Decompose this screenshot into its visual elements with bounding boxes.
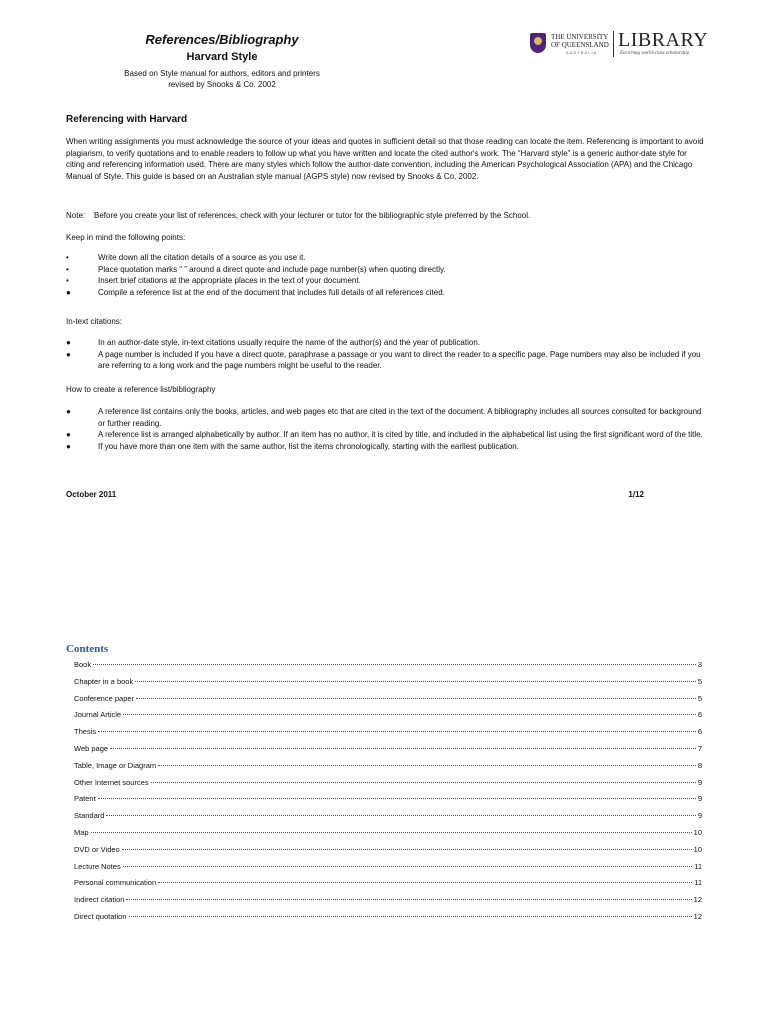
list-item	[66, 441, 706, 453]
intro-paragraph: When writing assignments you must acknowledge the source of your ideas and quotes in sufficient detail so that those reading can locate the item. Referencing is important to avoid plagiarism, to verify quotations and to enable readers to follow up what you have written and locate the cited author's work. The “Harvard style” is a generic author-date style for citing and referencing information used. There are many styles which follow the author-date convention, including the American Psychological Association (APA) and the Chicago Manual of Style. This guide is based on an Australian style manual (AGPS style) now revised by Snooks & Co, 2002.	[66, 137, 704, 181]
toc-entry[interactable]	[74, 710, 702, 727]
toc-label[interactable]: Journal Article	[74, 710, 122, 720]
toc-leader	[151, 782, 696, 783]
list-item	[66, 406, 706, 429]
toc-label[interactable]: Personal communication	[74, 878, 157, 888]
list-item-text: Insert brief citations at the appropriate places in the text of your document.	[98, 276, 361, 285]
uq-library-logo	[530, 29, 709, 61]
toc-entry[interactable]	[74, 845, 702, 862]
list-item-text: A page number is included if you have a direct quote, paraphrase a passage or you want to direct the reader to a specific page. Page numbers may also be included if you are referring to a long work and the page numbers might be useful to the reader.	[98, 349, 701, 370]
bullet-icon: ●	[66, 430, 71, 439]
list-item-text: A reference list contains only the books, articles, and web pages etc that are cited in the text of the document. A bibliography includes all sources consulted for background or further reading.	[98, 407, 702, 428]
footer-date: October 2011	[66, 490, 117, 499]
toc-page[interactable]: 9	[697, 811, 702, 821]
toc-entry[interactable]	[74, 828, 702, 845]
toc-page[interactable]: 5	[697, 693, 702, 703]
toc-page[interactable]: 11	[694, 861, 702, 871]
toc-leader	[158, 765, 696, 766]
uq-wordmark-line-2: OF QUEENSLAND	[551, 41, 609, 49]
page-footer	[66, 490, 644, 499]
reference-list-heading: How to create a reference list/bibliography	[66, 385, 216, 394]
toc-label[interactable]: Book	[74, 660, 92, 669]
based-on-line-2: revised by Snooks & Co. 2002	[168, 80, 276, 89]
list-item-text: In an author-date style, in-text citations usually require the name of the author(s) and the year of publication.	[98, 338, 480, 347]
toc-entry[interactable]	[74, 895, 702, 912]
toc-label[interactable]: Other Internet sources	[74, 777, 149, 787]
document-subtitle: Harvard Style	[186, 51, 258, 63]
toc-leader	[123, 866, 693, 867]
in-text-heading: In-text citations:	[66, 317, 123, 326]
in-text-list	[66, 337, 706, 372]
contents-heading: Contents	[66, 643, 109, 655]
toc-label[interactable]: Chapter in a book	[74, 676, 134, 686]
toc-entry[interactable]	[74, 727, 702, 744]
list-item	[66, 252, 706, 264]
uq-crest-icon	[530, 33, 546, 53]
list-item	[66, 349, 706, 372]
list-item	[66, 264, 706, 276]
toc-label[interactable]: Map	[74, 827, 89, 837]
toc-page[interactable]: 5	[697, 676, 702, 686]
toc-label[interactable]: Web page	[74, 743, 109, 753]
library-tagline: Enriching world-class scholarship	[620, 51, 690, 56]
toc-page[interactable]: 6	[697, 727, 702, 737]
list-item	[66, 275, 706, 287]
toc-page[interactable]: 9	[697, 777, 702, 787]
list-item-text: Compile a reference list at the end of the document that includes full details of all references cited.	[98, 287, 445, 297]
toc-entry[interactable]	[74, 778, 702, 795]
uq-country: AUSTRALIA	[566, 50, 598, 55]
toc-label[interactable]: Direct quotation	[74, 911, 127, 921]
list-item-text: Place quotation marks “ ” around a direct quote and include page number(s) when quoting directly.	[98, 264, 446, 274]
library-wordmark: LIBRARY	[618, 29, 709, 51]
toc-label[interactable]: Indirect citation	[74, 895, 125, 905]
section-heading: Referencing with Harvard	[66, 114, 188, 125]
toc-page[interactable]: 8	[697, 760, 702, 770]
list-item-text: Write down all the citation details of a source as you use it.	[98, 253, 306, 262]
toc-leader	[123, 714, 696, 715]
toc-leader	[158, 882, 692, 883]
toc-leader	[126, 899, 691, 900]
toc-entry[interactable]	[74, 694, 702, 711]
toc-entry[interactable]	[74, 677, 702, 694]
list-item	[66, 337, 706, 349]
list-item	[66, 429, 706, 441]
toc-entry[interactable]	[74, 878, 702, 895]
toc-leader	[98, 798, 696, 799]
toc-leader	[129, 916, 692, 917]
toc-page[interactable]: 9	[697, 794, 702, 804]
toc-label[interactable]: Lecture Notes	[74, 861, 121, 871]
bullet-icon: ●	[66, 338, 71, 347]
toc-label[interactable]: DVD or Video	[74, 844, 120, 854]
toc-leader	[122, 849, 692, 850]
bullet-icon: ●	[66, 287, 71, 297]
toc-entry[interactable]	[74, 761, 702, 778]
note-paragraph: Note: Before you create your list of references, check with your lecturer or tutor for the bibliographic style preferred by the School.	[66, 211, 531, 220]
document-title: References/Bibliography	[145, 32, 299, 47]
toc-label[interactable]: Patent	[74, 794, 96, 804]
toc-label[interactable]: Thesis	[74, 727, 97, 737]
toc-page[interactable]: 11	[694, 878, 702, 888]
toc-leader	[91, 832, 692, 833]
toc-page[interactable]: 10	[693, 827, 702, 837]
toc-leader	[106, 815, 695, 816]
footer-page-number: 1/12	[628, 490, 644, 499]
toc-leader	[93, 664, 696, 665]
toc-page[interactable]: 10	[693, 844, 702, 854]
bullet-icon: ●	[66, 349, 71, 359]
keep-in-mind-heading: Keep in mind the following points:	[66, 233, 186, 242]
toc-leader	[110, 748, 696, 749]
toc-entry[interactable]	[74, 912, 702, 929]
toc-label[interactable]: Table, Image or Diagram	[74, 760, 157, 770]
toc-label[interactable]: Conference paper	[74, 693, 135, 703]
toc-entry[interactable]	[74, 660, 702, 677]
toc-entry[interactable]	[74, 811, 702, 828]
table-of-contents	[74, 660, 702, 929]
bullet-icon: ●	[66, 407, 71, 416]
bullet-icon: •	[66, 253, 69, 262]
based-on-note	[0, 68, 444, 90]
toc-page[interactable]: 12	[693, 895, 702, 905]
logo-divider	[613, 31, 614, 57]
toc-page[interactable]: 3	[697, 660, 702, 669]
bullet-icon: •	[66, 264, 69, 274]
uq-wordmark-line-1: THE UNIVERSITY	[551, 33, 609, 41]
toc-entry[interactable]	[74, 862, 702, 879]
uq-wordmark	[551, 33, 609, 49]
bullet-icon: ●	[66, 441, 71, 451]
keep-in-mind-list	[66, 252, 706, 298]
bullet-icon: •	[66, 276, 69, 285]
toc-label[interactable]: Standard	[74, 811, 105, 821]
list-item-text: If you have more than one item with the same author, list the items chronologically, starting with the earliest publication.	[98, 441, 519, 451]
based-on-line-1: Based on Style manual for authors, editors and printers	[124, 69, 320, 78]
toc-leader	[136, 698, 696, 699]
list-item	[66, 287, 706, 299]
toc-page[interactable]: 12	[693, 911, 702, 921]
toc-page[interactable]: 6	[697, 710, 702, 720]
list-item-text: A reference list is arranged alphabetically by author. If an item has no author, it is cited by title, and included in the alphabetical list using the first significant word of the title.	[98, 430, 703, 439]
toc-entry[interactable]	[74, 794, 702, 811]
toc-page[interactable]: 7	[697, 743, 702, 753]
toc-leader	[98, 731, 696, 732]
toc-entry[interactable]	[74, 744, 702, 761]
reference-list-points	[66, 406, 706, 452]
toc-leader	[135, 681, 696, 682]
